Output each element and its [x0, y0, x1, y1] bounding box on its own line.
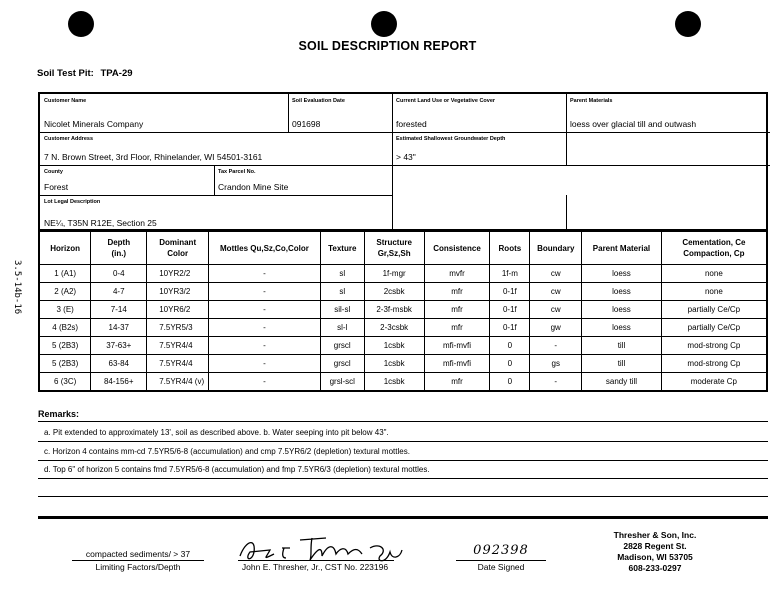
horizon-cell: mod-strong Cp: [661, 337, 767, 355]
horizon-cell: 4-7: [91, 283, 147, 301]
horizon-cell: -: [209, 319, 321, 337]
col-header-dominant-color: Dominant Color: [147, 231, 209, 265]
horizon-cell: -: [209, 265, 321, 283]
land-use-value: forested: [396, 119, 427, 129]
parent-materials-label: Parent Materials: [570, 98, 613, 104]
horizon-cell: 1csbk: [364, 373, 424, 392]
company-phone: 608-233-0297: [628, 563, 682, 573]
remarks-line: [38, 478, 768, 479]
horizon-row: [39, 319, 767, 337]
horizon-cell: -: [209, 337, 321, 355]
col-header-parent-material: Parent Material: [582, 231, 662, 265]
soil-eval-date-label: Soil Evaluation Date: [292, 98, 345, 104]
horizon-cell: mfr: [424, 373, 490, 392]
punch-hole-center: [371, 11, 397, 37]
col-header-consistence: Consistence: [424, 231, 490, 265]
horizon-cell: gw: [530, 319, 582, 337]
horizon-cell: till: [582, 355, 662, 373]
horizon-cell: sl: [320, 283, 364, 301]
lot-legal-cell: [40, 195, 392, 231]
header-info-frame: [38, 92, 768, 231]
col-header-horizon: Horizon: [39, 231, 91, 265]
punch-hole-left: [68, 11, 94, 37]
horizon-cell: 7.5YR4/4: [147, 337, 209, 355]
horizon-cell: partially Ce/Cp: [661, 301, 767, 319]
horizon-cell: 2csbk: [364, 283, 424, 301]
horizon-cell: grscl: [320, 337, 364, 355]
horizon-cell: 0-1f: [490, 319, 530, 337]
customer-name-label: Customer Name: [44, 98, 87, 104]
soil-test-pit-label: Soil Test Pit:: [37, 68, 94, 79]
horizon-cell: 84-156+: [91, 373, 147, 392]
tax-parcel-cell: [214, 165, 392, 195]
horizon-cell: mod-strong Cp: [661, 355, 767, 373]
limiting-factors-label: Limiting Factors/Depth: [95, 562, 181, 572]
soil-eval-date-cell: [288, 94, 392, 132]
customer-address-label: Customer Address: [44, 136, 94, 142]
date-signed-label: Date Signed: [477, 562, 525, 572]
header-col-line: [566, 195, 567, 231]
col-header-structure: Structure Gr,Sz,Sh: [364, 231, 424, 265]
horizon-cell: -: [209, 355, 321, 373]
remark-d: d. Top 6" of horizon 5 contains fmd 7.5YR5/6-8 (accumulation) and fmp 7.5YR6/3 (depletion) textural mottles.: [44, 465, 430, 474]
groundwater-value: > 43": [396, 152, 416, 162]
horizon-cell: cw: [530, 265, 582, 283]
horizon-table: [38, 230, 768, 392]
remarks-line: [38, 421, 768, 422]
remark-c: c. Horizon 4 contains mm-cd 7.5YR5/6-8 (accumulation) and cmp 7.5YR6/2 (depletion) textural mottles.: [44, 447, 410, 456]
horizon-cell: 7.5YR5/3: [147, 319, 209, 337]
date-signed-value: 092398: [473, 543, 529, 558]
header-row-line: [392, 165, 770, 166]
col-header-roots: Roots: [490, 231, 530, 265]
limiting-factors-value: compacted sediments/ > 37: [85, 549, 191, 559]
remark-ab: a. Pit extended to approximately 13', soil as described above. b. Water seeping into pit below 43".: [44, 428, 389, 437]
land-use-cell: [392, 94, 566, 132]
horizon-cell: 0-4: [91, 265, 147, 283]
horizon-cell: loess: [582, 283, 662, 301]
col-header-boundary: Boundary: [530, 231, 582, 265]
horizon-cell: grsl-scl: [320, 373, 364, 392]
horizon-cell: 7-14: [91, 301, 147, 319]
company-city: Madison, WI 53705: [617, 552, 693, 562]
horizon-cell: 7.5YR4/4 (v): [147, 373, 209, 392]
horizon-cell: loess: [582, 265, 662, 283]
horizon-row: [39, 301, 767, 319]
horizon-row: [39, 283, 767, 301]
remarks-line: [38, 441, 768, 442]
horizon-cell: moderate Cp: [661, 373, 767, 392]
horizon-cell: -: [209, 373, 321, 392]
report-title: SOIL DESCRIPTION REPORT: [298, 39, 477, 53]
horizon-cell: 10YR3/2: [147, 283, 209, 301]
horizon-row: [39, 355, 767, 373]
horizon-cell: -: [530, 373, 582, 392]
horizon-cell: 2-3csbk: [364, 319, 424, 337]
horizon-cell: 1f-m: [490, 265, 530, 283]
groundwater-cell: [392, 132, 566, 165]
horizon-cell: 1f-mgr: [364, 265, 424, 283]
county-label: County: [44, 169, 63, 175]
remarks-line: [38, 496, 768, 497]
horizon-cell: sandy till: [582, 373, 662, 392]
company-block: [590, 530, 720, 574]
col-header-texture: Texture: [320, 231, 364, 265]
horizon-cell: 3 (E): [39, 301, 91, 319]
groundwater-label: Estimated Shallowest Groundwater Depth: [396, 136, 506, 142]
horizon-cell: gs: [530, 355, 582, 373]
tax-parcel-value: Crandon Mine Site: [218, 182, 289, 192]
horizon-cell: 14-37: [91, 319, 147, 337]
horizon-cell: sl: [320, 265, 364, 283]
horizon-cell: sl-l: [320, 319, 364, 337]
horizon-cell: 10YR2/2: [147, 265, 209, 283]
horizon-cell: 6 (3C): [39, 373, 91, 392]
horizon-cell: -: [209, 283, 321, 301]
header-row-line: [566, 132, 770, 133]
horizon-cell: 1 (A1): [39, 265, 91, 283]
horizon-cell: cw: [530, 283, 582, 301]
horizon-cell: -: [530, 337, 582, 355]
side-document-id: 3.5-14b-16: [12, 260, 22, 315]
horizon-cell: 4 (B2s): [39, 319, 91, 337]
land-use-label: Current Land Use or Vegetative Cover: [396, 98, 496, 104]
horizon-cell: mvfr: [424, 265, 490, 283]
horizon-cell: mfr: [424, 283, 490, 301]
horizon-cell: till: [582, 337, 662, 355]
horizon-row: [39, 265, 767, 283]
col-header-mottles: Mottles Qu,Sz,Co,Color: [209, 231, 321, 265]
horizon-cell: none: [661, 265, 767, 283]
lot-legal-label: Lot Legal Description: [44, 199, 101, 205]
horizon-cell: 7.5YR4/4: [147, 355, 209, 373]
horizon-cell: 0: [490, 337, 530, 355]
remarks-line: [38, 460, 768, 461]
horizon-cell: 0: [490, 355, 530, 373]
horizon-cell: 1csbk: [364, 355, 424, 373]
horizon-cell: 0-1f: [490, 301, 530, 319]
horizon-cell: 37-63+: [91, 337, 147, 355]
horizon-cell: 10YR6/2: [147, 301, 209, 319]
horizon-cell: 1csbk: [364, 337, 424, 355]
parent-materials-cell: [566, 94, 770, 132]
soil-test-pit-value: TPA-29: [100, 68, 133, 79]
horizon-table-body: [39, 265, 767, 392]
company-name: Thresher & Son, Inc.: [613, 530, 697, 540]
horizon-cell: 0-1f: [490, 283, 530, 301]
lot-legal-value: NE¼, T35N R12E, Section 25: [44, 218, 157, 228]
tax-parcel-label: Tax Parcel No.: [218, 169, 256, 175]
parent-materials-value: loess over glacial till and outwash: [570, 119, 697, 129]
horizon-cell: mfi-mvfi: [424, 355, 490, 373]
evaluator-name: John E. Thresher, Jr., CST No. 223196: [241, 562, 389, 572]
col-header-cementation: Cementation, Ce Compaction, Cp: [661, 231, 767, 265]
horizon-row: [39, 373, 767, 392]
horizon-cell: cw: [530, 301, 582, 319]
horizon-cell: mfi-mvfi: [424, 337, 490, 355]
punch-hole-right: [675, 11, 701, 37]
remarks-bottom-rule: [38, 516, 768, 519]
horizon-cell: partially Ce/Cp: [661, 319, 767, 337]
horizon-cell: 0: [490, 373, 530, 392]
soil-eval-date-value: 091698: [292, 119, 321, 129]
horizon-cell: loess: [582, 319, 662, 337]
customer-name-value: Nicolet Minerals Company: [44, 119, 144, 129]
horizon-cell: -: [209, 301, 321, 319]
horizon-cell: grscl: [320, 355, 364, 373]
date-signed-line: [456, 560, 546, 561]
customer-name-cell: [40, 94, 288, 132]
horizon-cell: none: [661, 283, 767, 301]
county-value: Forest: [44, 182, 69, 192]
horizon-cell: loess: [582, 301, 662, 319]
company-street: 2828 Regent St.: [623, 541, 687, 551]
county-cell: [40, 165, 214, 195]
limiting-factors-line: [72, 560, 204, 561]
customer-address-value: 7 N. Brown Street, 3rd Floor, Rhinelander, WI 54501-3161: [44, 152, 263, 162]
horizon-cell: 5 (2B3): [39, 355, 91, 373]
horizon-cell: 5 (2B3): [39, 337, 91, 355]
customer-address-cell: [40, 132, 392, 165]
remarks-label: Remarks:: [38, 409, 80, 419]
soil-test-pit: [37, 68, 133, 79]
horizon-row: [39, 337, 767, 355]
horizon-cell: 2 (A2): [39, 283, 91, 301]
horizon-cell: 63-84: [91, 355, 147, 373]
horizon-cell: 2-3f-msbk: [364, 301, 424, 319]
col-header-depth: Depth (in.): [91, 231, 147, 265]
horizon-header-row: [39, 231, 767, 265]
horizon-cell: mfr: [424, 301, 490, 319]
horizon-cell: sil-sl: [320, 301, 364, 319]
evaluator-line: [238, 560, 394, 561]
horizon-cell: mfr: [424, 319, 490, 337]
